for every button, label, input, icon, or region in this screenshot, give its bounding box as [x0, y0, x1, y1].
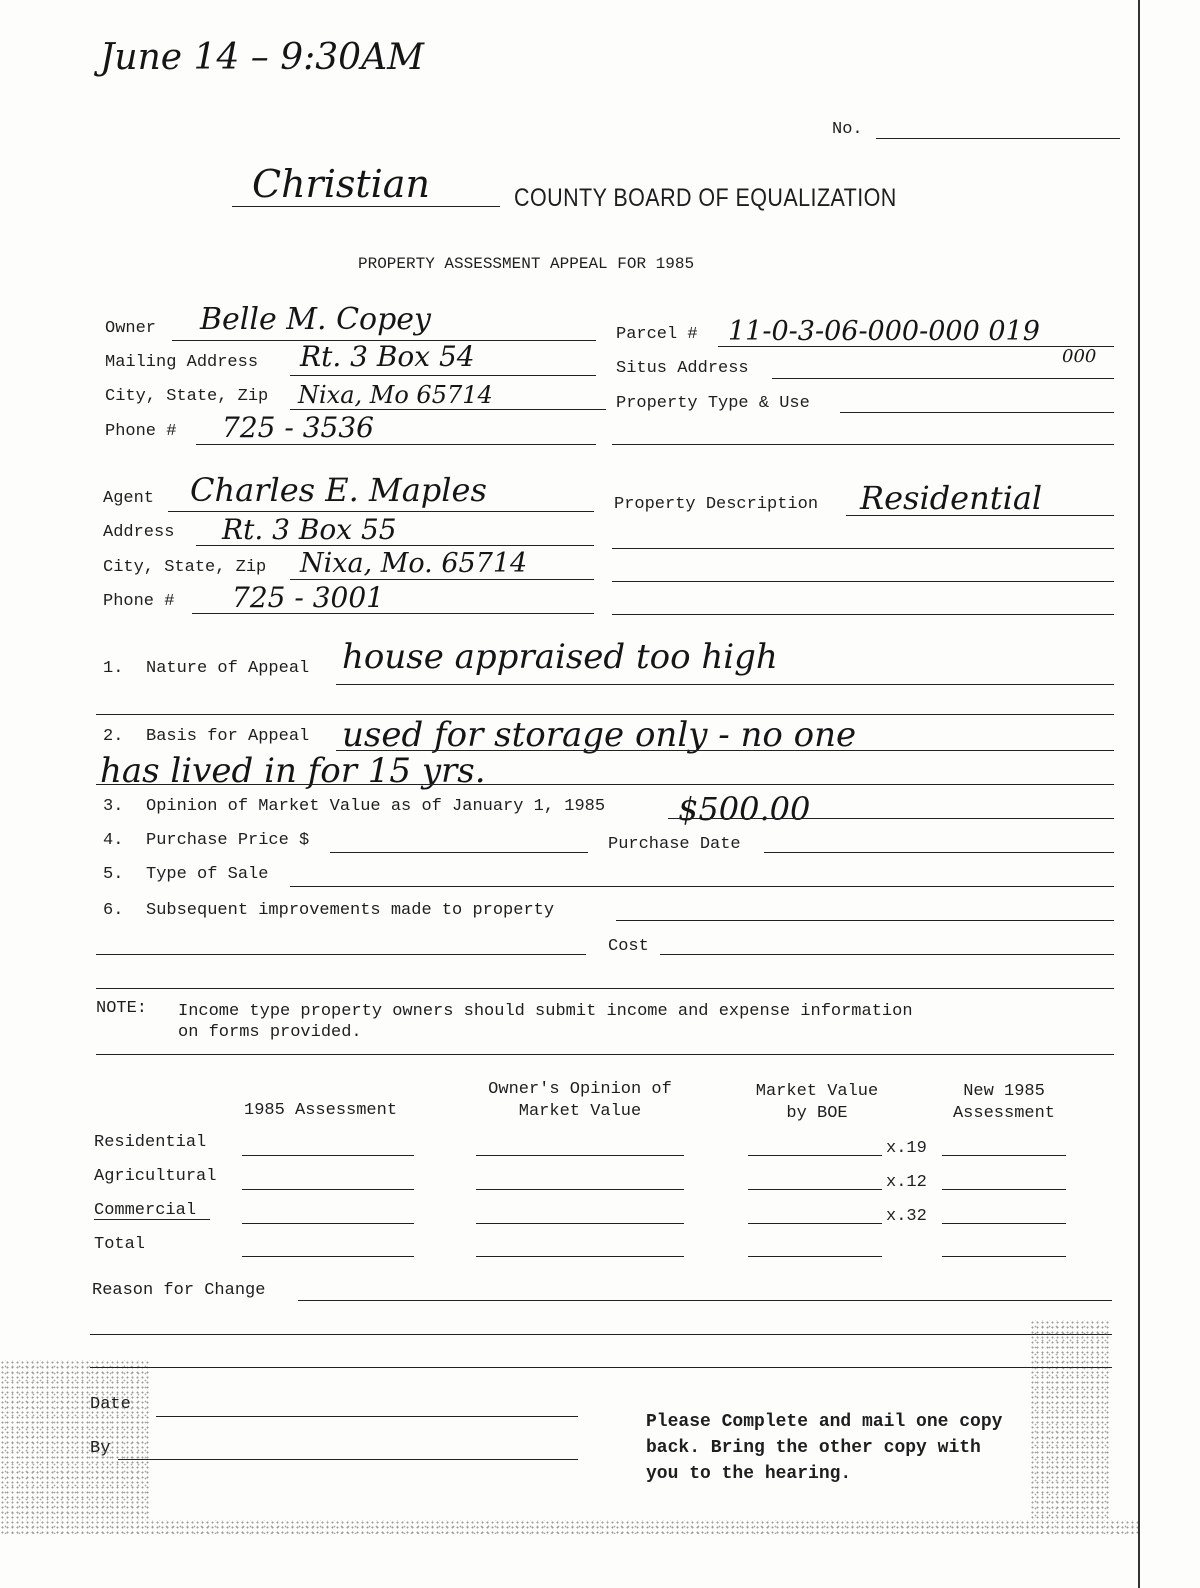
- basis-line-2[interactable]: [96, 784, 1114, 785]
- basis-value-2: has lived in for 15 yrs.: [100, 751, 486, 791]
- total-opinion-field[interactable]: [476, 1256, 684, 1257]
- row-label-residential: Residential: [94, 1133, 207, 1152]
- col-new-header-1: New 1985: [963, 1082, 1045, 1101]
- residential-multiplier: x.19: [886, 1139, 927, 1158]
- item-1-number: 1.: [103, 659, 124, 678]
- owner-value: Belle M. Copey: [200, 302, 431, 337]
- total-assessment-field[interactable]: [242, 1256, 414, 1257]
- form-title: PROPERTY ASSESSMENT APPEAL FOR 1985: [358, 255, 695, 273]
- note-rule: [96, 1054, 1114, 1055]
- agent-city-value: Nixa, Mo. 65714: [300, 548, 528, 579]
- date-line[interactable]: [156, 1416, 578, 1417]
- description-line-4[interactable]: [612, 614, 1114, 615]
- col-opinion-header-1: Owner's Opinion of: [488, 1080, 672, 1099]
- purchase-price-line[interactable]: [330, 852, 588, 853]
- commercial-boe-field[interactable]: [748, 1223, 882, 1224]
- item-2-number: 2.: [103, 727, 124, 746]
- improvements-line-3[interactable]: [96, 988, 1114, 989]
- scan-noise-left: [0, 1360, 150, 1520]
- item-6-number: 6.: [103, 901, 124, 920]
- note-line-1: Income type property owners should submit income and expense information: [178, 1002, 913, 1021]
- mailing-label: Mailing Address: [105, 353, 259, 372]
- by-label: By: [90, 1439, 111, 1458]
- reason-line-2[interactable]: [90, 1334, 1112, 1335]
- no-label: No.: [832, 120, 863, 139]
- type-of-sale-label: Type of Sale: [146, 865, 269, 884]
- improvements-line-2[interactable]: [96, 954, 586, 955]
- property-type-line-2[interactable]: [612, 444, 1114, 445]
- col-new-header-2: Assessment: [952, 1104, 1056, 1123]
- agent-phone-value: 725 - 3001: [232, 581, 384, 614]
- parcel-value: 11-0-3-06-000-000 019: [728, 316, 1040, 347]
- property-type-line[interactable]: [840, 412, 1114, 413]
- mail-instruction-2: back. Bring the other copy with: [646, 1438, 981, 1458]
- improvements-label: Subsequent improvements made to property: [146, 901, 555, 920]
- residential-opinion-field[interactable]: [476, 1155, 684, 1156]
- row-label-agricultural: Agricultural: [94, 1167, 217, 1186]
- cost-line[interactable]: [660, 954, 1114, 955]
- agricultural-opinion-field[interactable]: [476, 1189, 684, 1190]
- reason-line[interactable]: [298, 1300, 1112, 1301]
- description-line-2[interactable]: [612, 548, 1114, 549]
- agricultural-boe-field[interactable]: [748, 1189, 882, 1190]
- basis-value-1: used for storage only - no one: [342, 715, 857, 755]
- reason-label: Reason for Change: [92, 1281, 266, 1300]
- agent-value: Charles E. Maples: [190, 471, 487, 509]
- item-3-number: 3.: [103, 797, 124, 816]
- commercial-underline: [94, 1219, 210, 1220]
- property-type-label: Property Type & Use: [616, 394, 810, 413]
- description-label: Property Description: [614, 495, 819, 514]
- opinion-value: $500.00: [678, 790, 811, 828]
- no-line[interactable]: [876, 138, 1120, 139]
- owner-city-line[interactable]: [290, 409, 606, 410]
- note-line-2: on forms provided.: [178, 1023, 362, 1042]
- mail-instruction-3: you to the hearing.: [646, 1464, 852, 1484]
- agent-address-line[interactable]: [196, 545, 594, 546]
- nature-value: house appraised too high: [342, 637, 778, 677]
- parcel-suffix: 000: [1062, 346, 1097, 367]
- agent-line[interactable]: [168, 511, 594, 512]
- opinion-label: Opinion of Market Value as of January 1, 1985: [146, 797, 606, 816]
- agent-city-line[interactable]: [290, 579, 594, 580]
- cost-label: Cost: [608, 937, 649, 956]
- description-line-3[interactable]: [612, 581, 1114, 582]
- agent-phone-line[interactable]: [192, 613, 594, 614]
- agricultural-new-field[interactable]: [942, 1189, 1066, 1190]
- situs-label: Situs Address: [616, 359, 749, 378]
- type-of-sale-line[interactable]: [290, 886, 1114, 887]
- by-line[interactable]: [118, 1459, 578, 1460]
- agent-label: Agent: [103, 489, 155, 508]
- agricultural-assessment-field[interactable]: [242, 1189, 414, 1190]
- description-value: Residential: [860, 479, 1043, 517]
- nature-line[interactable]: [336, 684, 1114, 685]
- note-label: NOTE:: [96, 999, 148, 1018]
- agent-address-value: Rt. 3 Box 55: [222, 513, 397, 546]
- agent-address-label: Address: [103, 523, 175, 542]
- agent-city-label: City, State, Zip: [103, 558, 267, 577]
- total-new-field[interactable]: [942, 1256, 1066, 1257]
- scan-noise-right: [1030, 1320, 1110, 1520]
- col-opinion-header-2: Market Value: [518, 1102, 642, 1121]
- county-line[interactable]: [232, 206, 500, 207]
- owner-city-value: Nixa, Mo 65714: [298, 381, 493, 409]
- row-label-total: Total: [94, 1235, 146, 1254]
- description-line[interactable]: [846, 515, 1114, 516]
- mail-instruction-1: Please Complete and mail one copy: [646, 1412, 1003, 1432]
- commercial-multiplier: x.32: [886, 1207, 927, 1226]
- purchase-price-label: Purchase Price $: [146, 831, 310, 850]
- residential-new-field[interactable]: [942, 1155, 1066, 1156]
- opinion-line[interactable]: [668, 818, 1114, 819]
- commercial-new-field[interactable]: [942, 1223, 1066, 1224]
- situs-line[interactable]: [772, 378, 1114, 379]
- residential-boe-field[interactable]: [748, 1155, 882, 1156]
- owner-phone-label: Phone #: [105, 422, 177, 441]
- mailing-value: Rt. 3 Box 54: [300, 340, 475, 373]
- scan-noise-bottom: [0, 1520, 1140, 1534]
- owner-city-label: City, State, Zip: [105, 387, 269, 406]
- agricultural-multiplier: x.12: [886, 1173, 927, 1192]
- date-label: Date: [90, 1395, 131, 1414]
- improvements-line[interactable]: [616, 920, 1114, 921]
- residential-assessment-field[interactable]: [242, 1155, 414, 1156]
- commercial-assessment-field[interactable]: [242, 1223, 414, 1224]
- owner-phone-value: 725 - 3536: [222, 411, 374, 444]
- agent-phone-label: Phone #: [103, 592, 175, 611]
- commercial-opinion-field[interactable]: [476, 1223, 684, 1224]
- item-5-number: 5.: [103, 865, 124, 884]
- basis-label: Basis for Appeal: [146, 727, 310, 746]
- handwritten-date: June 14 – 9:30AM: [100, 37, 424, 78]
- owner-label: Owner: [105, 319, 157, 338]
- col-market-header-2: by BOE: [786, 1104, 848, 1123]
- board-title: COUNTY BOARD OF EQUALIZATION: [514, 184, 897, 212]
- col-assessment-header: 1985 Assessment: [244, 1101, 398, 1120]
- parcel-label: Parcel #: [616, 325, 698, 344]
- reason-line-3[interactable]: [90, 1367, 1112, 1368]
- parcel-line[interactable]: [718, 346, 1114, 347]
- nature-label: Nature of Appeal: [146, 659, 310, 678]
- purchase-date-label: Purchase Date: [608, 835, 741, 854]
- owner-phone-line[interactable]: [196, 444, 596, 445]
- row-label-commercial: Commercial: [94, 1201, 197, 1220]
- mailing-line[interactable]: [290, 375, 596, 376]
- county-handwritten: Christian: [252, 162, 430, 206]
- item-4-number: 4.: [103, 831, 124, 850]
- page-right-edge: [1138, 0, 1140, 1588]
- col-market-header-1: Market Value: [755, 1082, 879, 1101]
- purchase-date-line[interactable]: [764, 852, 1114, 853]
- total-boe-field[interactable]: [748, 1256, 882, 1257]
